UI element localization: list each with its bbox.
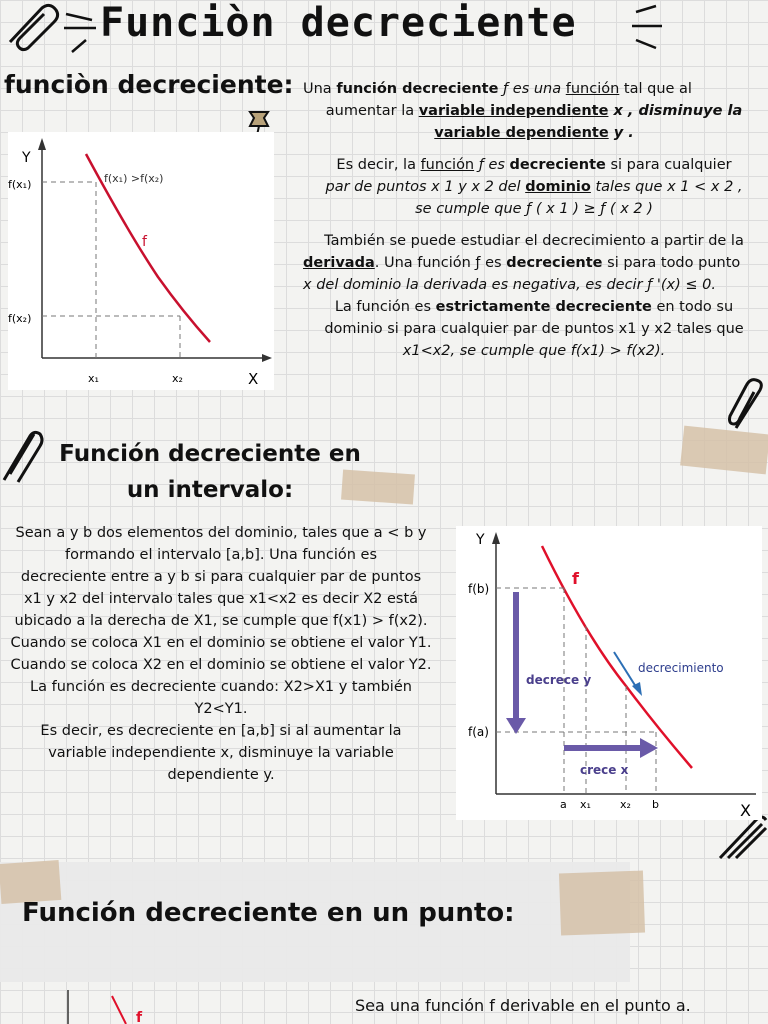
text-line: Es decir, es decreciente en [a,b] si al aumentar la	[40, 723, 402, 739]
sparkle-left-icon	[62, 6, 102, 56]
section1-text	[303, 78, 765, 362]
interval-decreasing-graph	[456, 526, 762, 820]
text-line: También se puede estudiar el decrecimiento a partir de la	[324, 233, 744, 249]
a-label: a	[560, 798, 567, 811]
section3-text: Sea una función f derivable en el punto a.	[355, 996, 691, 1015]
section2-text	[0, 522, 442, 786]
x1-label: x₁	[88, 372, 99, 385]
fb-label: f(b)	[468, 582, 490, 596]
section2-heading	[40, 436, 380, 508]
paperclip-icon	[2, 2, 62, 52]
decreasing-function-graph	[8, 132, 274, 390]
text-line: La función es estrictamente decreciente en todo su	[334, 299, 734, 315]
text-line: derivada. Una función ƒ es decreciente si para todo punto	[303, 255, 741, 271]
relation-label: f(x₁) >f(x₂)	[104, 172, 164, 185]
text-line: variable independiente x, disminuye la variable	[48, 745, 394, 761]
b-label: b	[652, 798, 659, 811]
decrece-label: decrece y	[526, 673, 592, 687]
text-line: x1<x2, se cumple que f(x1) > f(x2).	[402, 343, 666, 359]
text-line: Es decir, la función ƒ es decreciente si para cualquier	[336, 157, 732, 173]
page-title: Funciòn decreciente	[100, 0, 577, 46]
x1-label: x₁	[580, 798, 591, 811]
x2-label: x₂	[620, 798, 631, 811]
text-line: ubicado a la derecha de X1, se cumple que f(x1) > f(x2).	[14, 613, 428, 629]
text-line: Y2<Y1.	[194, 701, 248, 717]
text-line: Cuando se coloca X2 en el dominio se obtiene el valor Y2.	[10, 657, 432, 673]
f-label: f	[572, 569, 579, 588]
x-axis-label: X	[740, 801, 751, 820]
tape-decoration	[559, 871, 645, 936]
decrecimiento-label: decrecimiento	[638, 661, 724, 675]
text-line: variable dependiente y .	[434, 125, 634, 141]
text-line: formando el intervalo [a,b]. Una función es	[64, 547, 378, 563]
tape-decoration	[680, 426, 768, 475]
text-line: x del dominio la derivada es negativa, es decir ƒ '(x) ≤ 0.	[303, 277, 716, 293]
text-line: se cumple que ƒ ( x 1 ) ≥ ƒ ( x 2 )	[415, 201, 653, 217]
section1-heading: funciòn decreciente:	[4, 70, 294, 99]
paperclip-icon	[0, 430, 44, 486]
y-axis-arrow-icon	[492, 532, 500, 544]
crece-label: crece x	[580, 763, 629, 777]
section2-heading-line1: Función decreciente en	[59, 441, 361, 467]
text-line: dominio si para cualquier par de puntos x1 y x2 tales que	[324, 321, 744, 337]
y-axis-label: Y	[22, 150, 31, 166]
x-axis-arrow-icon	[262, 354, 272, 362]
y-axis-label: Y	[476, 532, 485, 548]
text-line: dependiente y.	[167, 767, 275, 783]
text-line: decreciente entre a y b si para cualquier par de puntos	[20, 569, 422, 585]
text-line: aumentar la variable independiente x , disminuye la	[325, 103, 743, 119]
f-label: f	[142, 234, 147, 250]
section3-heading: Función decreciente en un punto:	[22, 898, 515, 928]
f-label: f	[136, 1010, 143, 1024]
text-line: Una función decreciente ƒ es una función tal que al	[303, 81, 692, 97]
fx1-label: f(x₁)	[8, 178, 32, 191]
text-line: La función es decreciente cuando: X2>X1 y también	[30, 679, 412, 695]
text-line: par de puntos x 1 y x 2 del dominio tales que x 1 < x 2 ,	[325, 179, 743, 195]
x2-label: x₂	[172, 372, 183, 385]
sparkle-right-icon	[626, 4, 666, 50]
section2-heading-line2: un intervalo:	[126, 477, 294, 503]
fx2-label: f(x₂)	[8, 312, 32, 325]
paperclip-icon	[726, 378, 768, 434]
text-line: Cuando se coloca X1 en el dominio se obtiene el valor Y1.	[10, 635, 432, 651]
y-axis-arrow-icon	[38, 138, 46, 150]
text-line: x1 y x2 del intervalo tales que x1<x2 es decir X2 está	[23, 591, 419, 607]
text-line: Sean a y b dos elementos del dominio, tales que a < b y	[15, 525, 427, 541]
paperclip-icon	[716, 814, 768, 862]
point-graph-partial	[40, 986, 160, 1024]
fa-label: f(a)	[468, 725, 489, 739]
x-axis-label: X	[248, 370, 259, 388]
right-arrow-icon	[640, 738, 658, 758]
